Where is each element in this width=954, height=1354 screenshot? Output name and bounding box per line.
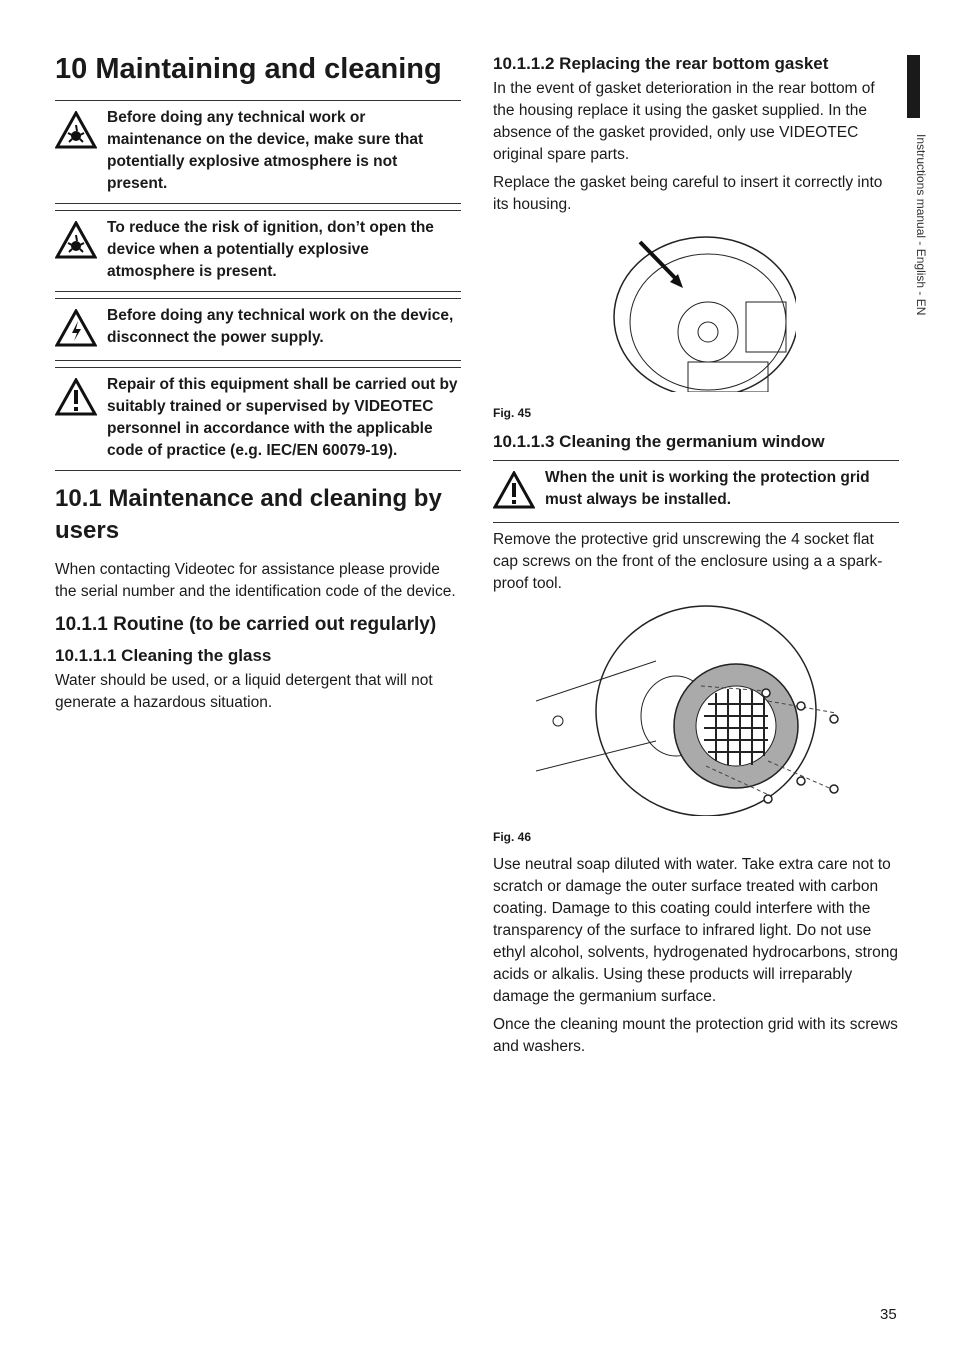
warning-box <box>55 210 461 292</box>
warning-text: When the unit is working the protection grid must always be installed. <box>545 469 870 508</box>
warning-icon <box>493 467 545 514</box>
germanium-paragraph: Once the cleaning mount the protection grid with its screws and washers. <box>493 1016 898 1055</box>
warning-icon <box>55 374 107 462</box>
gasket-illustration <box>596 222 796 392</box>
figure-caption: Fig. 46 <box>493 830 532 844</box>
germanium-paragraph: Use neutral soap diluted with water. Take extra care not to scratch or damage the outer surface treated with carbon coating. Damage to this coating could interfere with the transparency of the surface to infrared light. Do not use ethyl alcohol, solvents, hydrogenated hydrocarbons, strong acids or alkalis. Using these products will irreparably damage the germanium surface. <box>493 856 898 1005</box>
page-number: 35 <box>880 1306 897 1323</box>
figure-46 <box>493 601 899 816</box>
subsubsection-text: Water should be used, or a liquid detergent that will not generate a hazardous situation. <box>55 672 433 711</box>
germanium-paragraph: Remove the protective grid unscrewing the 4 socket flat cap screws on the front of the enclosure using a a spark-proof tool. <box>493 531 883 592</box>
warning-text: Before doing any technical work or maintenance on the device, make sure that potentially explosive atmosphere is not present. <box>107 109 424 192</box>
side-label: Instructions manual - English - EN <box>914 134 928 316</box>
section-text: When contacting Videotec for assistance please provide the serial number and the identification code of the device. <box>55 561 456 600</box>
warning-box <box>55 367 461 471</box>
chapter-title: 10 Maintaining and cleaning <box>55 53 442 85</box>
figure-45 <box>493 222 899 392</box>
figure-caption: Fig. 45 <box>493 406 532 420</box>
left-column <box>55 50 461 720</box>
warning-text: Repair of this equipment shall be carried out by suitably trained or supervised by VIDEOTEC personnel in accordance with the applicable code of practice (e.g. IEC/EN 60079-19). <box>107 376 458 459</box>
explosion-hazard-icon <box>55 107 107 195</box>
chapter-tab <box>907 55 920 118</box>
warning-box <box>55 298 461 361</box>
warning-text: Before doing any technical work on the device, disconnect the power supply. <box>107 307 454 346</box>
germanium-title: 10.1.1.3 Cleaning the germanium window <box>493 432 825 451</box>
subsubsection-title: 10.1.1.1 Cleaning the glass <box>55 646 272 665</box>
gasket-title: 10.1.1.2 Replacing the rear bottom gasket <box>493 54 829 73</box>
subsection-title: 10.1.1 Routine (to be carried out regularly) <box>55 614 437 635</box>
electric-hazard-icon <box>55 305 107 352</box>
gasket-paragraph: In the event of gasket deterioration in the rear bottom of the housing replace it using the gasket supplied. In the absence of the gasket provided, only use VIDEOTEC original spare parts. <box>493 80 875 163</box>
gasket-paragraph: Replace the gasket being careful to insert it correctly into its housing. <box>493 174 883 213</box>
right-column <box>493 52 899 1064</box>
warning-box <box>55 100 461 204</box>
warning-box <box>493 460 899 523</box>
section-title: 10.1 Maintenance and cleaning by users <box>55 485 442 544</box>
explosion-hazard-icon <box>55 217 107 283</box>
warning-text: To reduce the risk of ignition, don’t open the device when a potentially explosive atmosphere is present. <box>107 219 434 280</box>
grid-removal-illustration <box>536 601 856 816</box>
